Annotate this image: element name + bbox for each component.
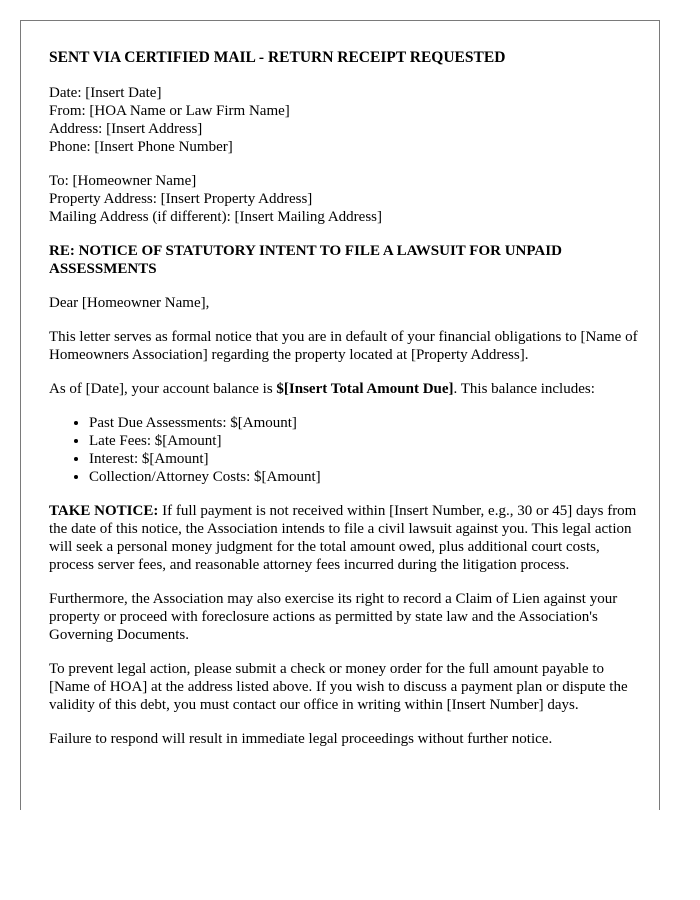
recipient-block (49, 172, 639, 226)
balance-amount: $[Insert Total Amount Due] (276, 381, 454, 397)
lien-paragraph: Furthermore, the Association may also exercise its right to record a Claim of Lien against your property or proceed with foreclosure actions as permitted by state law and the Association's Governing Documents. (49, 591, 618, 643)
list-item: • Collection/Attorney Costs: $[Amount] (89, 468, 639, 486)
list-item: • Past Due Assessments: $[Amount] (89, 414, 639, 432)
sender-address: Address: [Insert Address] (49, 121, 203, 137)
recipient-property-address: Property Address: [Insert Property Address] (49, 191, 313, 207)
recipient-to: To: [Homeowner Name] (49, 173, 197, 189)
re-line: RE: NOTICE OF STATUTORY INTENT TO FILE A LAWSUIT FOR UNPAID ASSESSMENTS (49, 243, 562, 277)
intro-paragraph: This letter serves as formal notice that you are in default of your financial obligations to [Name of Homeowners Association] regarding the property located at [Property Address]. (49, 329, 638, 363)
failure-paragraph: Failure to respond will result in immediate legal proceedings without further notice. (49, 731, 553, 747)
balance-suffix: . This balance includes: (453, 381, 595, 397)
mailing-header: SENT VIA CERTIFIED MAIL - RETURN RECEIPT REQUESTED (49, 49, 506, 66)
sender-date: Date: [Insert Date] (49, 85, 162, 101)
balance-paragraph (49, 380, 639, 398)
balance-prefix: As of [Date], your account balance is (49, 381, 277, 397)
take-notice-paragraph (49, 502, 639, 574)
sender-phone: Phone: [Insert Phone Number] (49, 139, 233, 155)
take-notice-label: TAKE NOTICE: (49, 503, 159, 519)
list-item: • Late Fees: $[Amount] (89, 432, 639, 450)
letter-body (49, 49, 639, 764)
letter-page (20, 20, 660, 810)
take-notice-text: If full payment is not received within [Insert Number, e.g., 30 or 45] days from the date of this notice, the Association intends to file a civil lawsuit against you. This legal action will seek a personal money judgment for the total amount owed, plus additional court costs, process server fees, and reasonable attorney fees incurred during the litigation process. (49, 503, 637, 573)
sender-from: From: [HOA Name or Law Firm Name] (49, 103, 290, 119)
balance-items-list (49, 414, 639, 486)
salutation: Dear [Homeowner Name], (49, 295, 210, 311)
recipient-mailing-address: Mailing Address (if different): [Insert Mailing Address] (49, 209, 382, 225)
payment-paragraph: To prevent legal action, please submit a check or money order for the full amount payable to [Name of HOA] at the address listed above. If you wish to discuss a payment plan or dispute the validity of this debt, you must contact our office in writing within [Insert Number] days. (49, 661, 628, 713)
sender-block (49, 84, 639, 156)
list-item: • Interest: $[Amount] (89, 450, 639, 468)
